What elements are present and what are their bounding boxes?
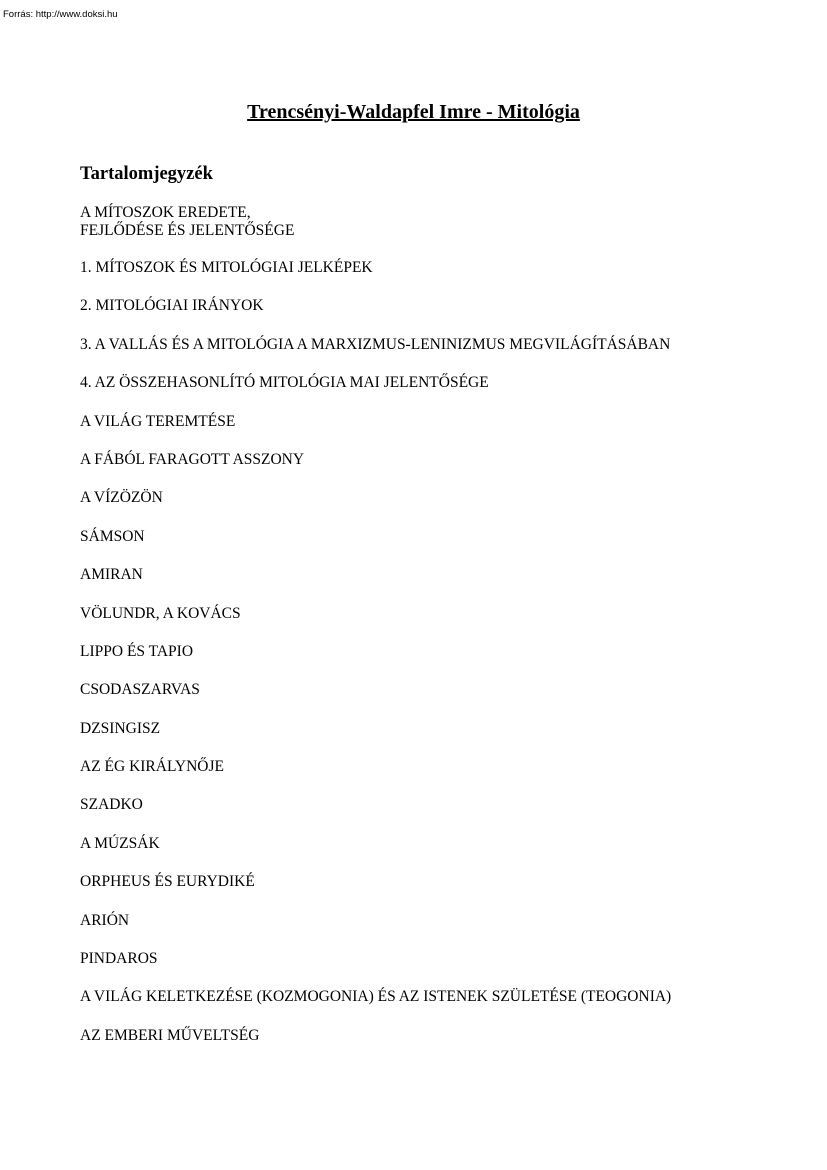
toc-heading: Tartalomjegyzék bbox=[80, 164, 213, 184]
source-note: Forrás: http://www.doksi.hu bbox=[3, 9, 118, 20]
toc-item-line: A MÍTOSZOK EREDETE, bbox=[80, 204, 251, 221]
toc-item: A VÍZÖZÖN bbox=[80, 489, 163, 507]
toc-item: AZ ÉG KIRÁLYNŐJE bbox=[80, 758, 224, 776]
toc-item: VÖLUNDR, A KOVÁCS bbox=[80, 604, 241, 622]
toc-item: A MÚZSÁK bbox=[80, 834, 160, 852]
table-of-contents bbox=[80, 204, 800, 1065]
toc-item-line: FEJLŐDÉSE ÉS JELENTŐSÉGE bbox=[80, 222, 295, 239]
toc-item: 1. MÍTOSZOK ÉS MITOLÓGIAI JELKÉPEK bbox=[80, 259, 373, 276]
toc-item: AMIRAN bbox=[80, 566, 143, 584]
toc-item: PINDAROS bbox=[80, 950, 158, 968]
toc-item: SZADKO bbox=[80, 796, 143, 814]
toc-item: LIPPO ÉS TAPIO bbox=[80, 642, 194, 660]
toc-item: A FÁBÓL FARAGOTT ASSZONY bbox=[80, 450, 305, 468]
toc-item: ORPHEUS ÉS EURYDIKÉ bbox=[80, 873, 255, 891]
toc-item: A VILÁG KELETKEZÉSE (KOZMOGONIA) ÉS AZ ISTENEK SZÜLETÉSE (TEOGONIA) bbox=[80, 988, 672, 1006]
toc-item: 4. AZ ÖSSZEHASONLÍTÓ MITOLÓGIA MAI JELENTŐSÉGE bbox=[80, 374, 489, 392]
toc-item: 2. MITOLÓGIAI IRÁNYOK bbox=[80, 297, 264, 315]
toc-item bbox=[80, 204, 800, 240]
toc-item: DZSINGISZ bbox=[80, 719, 161, 737]
toc-item: 3. A VALLÁS ÉS A MITOLÓGIA A MARXIZMUS-LENINIZMUS MEGVILÁGÍTÁSÁBAN bbox=[80, 335, 671, 353]
toc-item: AZ EMBERI MŰVELTSÉG bbox=[80, 1026, 260, 1044]
toc-item: A VILÁG TEREMTÉSE bbox=[80, 412, 236, 430]
document-title: Trencsényi-Waldapfel Imre - Mitológia bbox=[247, 101, 580, 123]
toc-item: SÁMSON bbox=[80, 527, 145, 545]
toc-item: ARIÓN bbox=[80, 911, 130, 929]
toc-item: CSODASZARVAS bbox=[80, 681, 200, 699]
